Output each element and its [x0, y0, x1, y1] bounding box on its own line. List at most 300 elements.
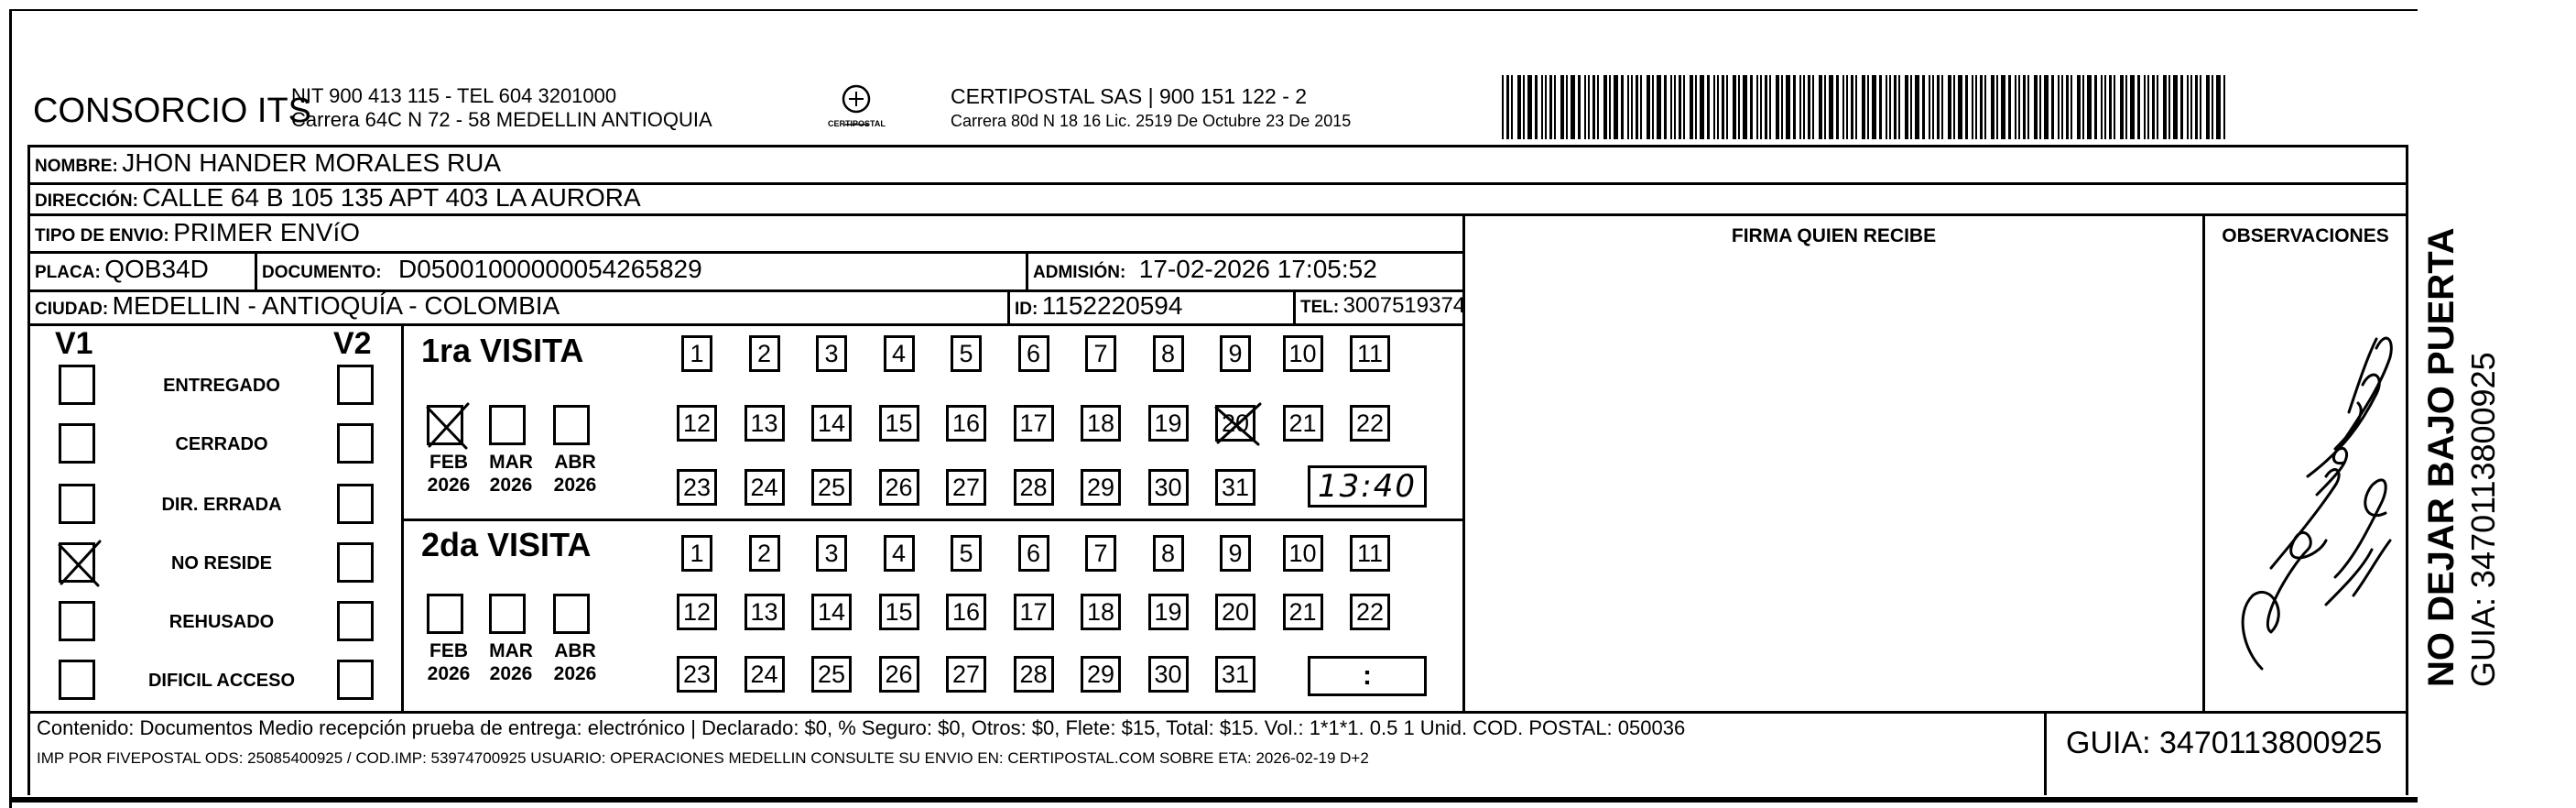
status-label: CERRADO [175, 434, 268, 454]
name-field [35, 148, 501, 178]
first-visit-day-box[interactable]: 10 [1283, 335, 1323, 372]
v1-checkbox[interactable] [59, 484, 95, 524]
first-visit-day-box[interactable]: 25 [811, 469, 852, 506]
barcode-bar [1948, 75, 1951, 139]
barcode-bar [1855, 75, 1857, 139]
plate-value: QOB34D [104, 255, 209, 283]
carrier-line-1: CERTIPOSTAL SAS | 900 151 122 - 2 [951, 84, 1308, 108]
barcode-bar [2206, 75, 2210, 139]
barcode-bar [1905, 75, 1908, 139]
second-visit-day-box[interactable]: 31 [1215, 656, 1255, 693]
barcode-bar [1588, 75, 1590, 139]
v1-header: V1 [55, 326, 93, 361]
barcode-bar [1824, 75, 1826, 139]
second-visit-day-box[interactable]: 23 [677, 656, 717, 693]
barcode-bar [2018, 75, 2020, 139]
month-label [548, 451, 603, 497]
admission-field [1033, 255, 1377, 284]
month-name: FEB [429, 640, 468, 661]
grid-plate-right [255, 251, 257, 289]
first-visit-day-box[interactable]: 30 [1148, 469, 1189, 506]
type-value: PRIMER ENVíO [173, 218, 361, 246]
status-label: NO RESIDE [170, 553, 273, 573]
tel-field [1300, 293, 1465, 319]
v1-checkbox[interactable] [59, 542, 95, 583]
barcode-bar [2008, 75, 2011, 139]
first-visit-day-box[interactable]: 18 [1081, 405, 1121, 442]
barcode-bar [1799, 75, 1801, 139]
month-name: ABR [554, 640, 596, 661]
footer-guide: GUIA: 3470113800925 [2066, 726, 2383, 760]
barcode-bar [1972, 75, 1973, 139]
grid-tel-left [1293, 289, 1296, 323]
barcode-bar [1578, 75, 1581, 139]
barcode-bar [2039, 75, 2041, 139]
second-visit-month-checkbox[interactable] [427, 594, 463, 634]
second-visit-day-box[interactable]: 30 [1148, 656, 1189, 693]
barcode-bar [1781, 75, 1783, 139]
barcode-bar [1984, 75, 1986, 139]
grid-row-3 [27, 251, 1465, 254]
barcode-bar [1991, 75, 1994, 139]
second-visit-day-box[interactable]: 19 [1148, 594, 1189, 630]
second-visit-day-box[interactable]: 13 [745, 594, 785, 630]
barcode-bar [1664, 75, 1667, 139]
grid-guide-left [2044, 711, 2047, 795]
barcode-bar [2082, 75, 2084, 139]
id-value: 1152220594 [1041, 291, 1183, 320]
side-guide: GUIA: 3470113800925 [2464, 352, 2502, 687]
logo-text: CERTIPOSTAL [828, 119, 886, 128]
barcode-bar [1867, 75, 1869, 139]
address-value: CALLE 64 B 105 135 APT 403 LA AURORA [142, 183, 641, 212]
month-label [421, 639, 476, 685]
first-visit-day-box[interactable]: 8 [1153, 335, 1184, 372]
second-visit-day-box[interactable]: 17 [1014, 594, 1054, 630]
second-visit-title: 2da VISITA [421, 526, 592, 563]
barcode-bar [2058, 75, 2060, 139]
month-year: 2026 [553, 663, 597, 684]
footer-content: Contenido: Documentos Medio recepción prueba de entrega: electrónico | Declarado: $0, % Seguro: $0, Otros: $0, Flete: $15, Total: $15. Vol.: 1*1*1. 0.5 1 Unid. COD. POSTAL: 050036 [37, 716, 1686, 739]
barcode-bar [1846, 75, 1848, 139]
second-visit-day-box[interactable]: 18 [1081, 594, 1121, 630]
id-label: ID: [1015, 300, 1038, 319]
barcode-bar [2087, 75, 2092, 139]
id-field [1015, 291, 1182, 321]
barcode-bar [1627, 75, 1629, 139]
barcode-bar [1786, 75, 1790, 139]
first-visit-day-box[interactable]: 29 [1081, 469, 1121, 506]
v2-checkbox[interactable] [337, 484, 374, 524]
name-value: JHON HANDER MORALES RUA [122, 148, 502, 177]
admission-label: ADMISIÓN: [1033, 263, 1126, 282]
barcode-bar [1690, 75, 1693, 139]
barcode-bar [1722, 75, 1724, 139]
barcode-bar [1879, 75, 1882, 139]
month-label [484, 451, 538, 497]
barcode-bar [1929, 75, 1930, 139]
barcode-bar [1975, 75, 1977, 139]
grid-row-2 [27, 213, 2408, 216]
barcode-bar [1829, 75, 1833, 139]
first-visit-day-box[interactable]: 31 [1215, 469, 1255, 506]
second-visit-day-box[interactable]: 1 [681, 535, 712, 572]
barcode-bar [1571, 75, 1575, 139]
first-visit-day-box[interactable]: 11 [1350, 335, 1390, 372]
barcode-bar [1872, 75, 1876, 139]
second-visit-day-box[interactable]: 7 [1085, 535, 1116, 572]
barcode-bar [2104, 75, 2106, 139]
month-year: 2026 [489, 475, 533, 496]
barcode-bar [2152, 75, 2155, 139]
document-field [262, 255, 702, 284]
first-visit-day-box[interactable]: 14 [811, 405, 852, 442]
first-visit-day-box[interactable]: 21 [1283, 405, 1323, 442]
type-label: TIPO DE ENVIO: [35, 226, 169, 246]
observations-header: OBSERVACIONES [2222, 225, 2389, 246]
barcode-bar [2190, 75, 2192, 139]
address-field [35, 183, 641, 213]
second-visit-day-box[interactable]: 15 [879, 594, 919, 630]
barcode-bar [2101, 75, 2103, 139]
barcode-bar [1760, 75, 1762, 139]
second-visit-day-box[interactable]: 25 [811, 656, 852, 693]
first-visit-title: 1ra VISITA [421, 332, 584, 369]
barcode-bar [2200, 75, 2201, 139]
barcode-bar [1621, 75, 1624, 139]
second-visit-day-box[interactable]: 26 [879, 656, 919, 693]
first-visit-day-box[interactable]: 19 [1148, 405, 1189, 442]
first-visit-day-box[interactable]: 7 [1085, 335, 1116, 372]
name-label: NOMBRE: [35, 157, 118, 176]
company-line-2: Carrera 64C N 72 - 58 MEDELLIN ANTIOQUIA [291, 108, 712, 131]
barcode-bar [2071, 75, 2072, 139]
month-year: 2026 [489, 663, 533, 684]
check-mark-icon [56, 538, 103, 589]
barcode-bar [2216, 75, 2221, 139]
barcode-bar [2034, 75, 2038, 139]
barcode-bar [2137, 75, 2140, 139]
barcode-bar [2163, 75, 2167, 139]
status-label: DIFICIL ACCESO [147, 671, 295, 691]
v1-checkbox[interactable] [59, 365, 95, 405]
second-visit-day-box[interactable]: 11 [1350, 535, 1390, 572]
first-visit-day-box[interactable]: 20 [1215, 405, 1255, 442]
barcode-bar [2023, 75, 2026, 139]
second-visit-day-box[interactable]: 9 [1220, 535, 1251, 572]
barcode-bar [1953, 75, 1955, 139]
second-visit-day-box[interactable]: 22 [1350, 594, 1390, 630]
grid-visits-left [401, 323, 404, 713]
barcode-bar [1932, 75, 1934, 139]
first-visit-month-checkbox[interactable] [553, 405, 590, 445]
second-visit-day-box[interactable]: 10 [1283, 535, 1323, 572]
barcode-bar [1937, 75, 1940, 139]
first-visit-day-box[interactable]: 16 [946, 405, 986, 442]
side-warning: NO DEJAR BAJO PUERTA [2421, 227, 2462, 687]
barcode-bar [2125, 75, 2127, 139]
status-label: REHUSADO [168, 612, 275, 632]
v1-checkbox[interactable] [59, 660, 95, 700]
barcode-bar [1726, 75, 1728, 139]
barcode-bar [2157, 75, 2158, 139]
barcode-bar [1545, 75, 1547, 139]
city-field [35, 291, 560, 321]
grid-admission-left [1026, 251, 1028, 289]
month-label [484, 639, 538, 685]
v2-checkbox[interactable] [337, 660, 374, 700]
barcode-bar [1819, 75, 1822, 139]
barcode-bar [1603, 75, 1607, 139]
check-mark-icon [1212, 400, 1264, 448]
second-visit-day-box[interactable]: 4 [884, 535, 915, 572]
barcode-bar [1713, 75, 1715, 139]
barcode-bar [2077, 75, 2081, 139]
barcode-bar [1750, 75, 1753, 139]
second-visit-day-box[interactable]: 2 [749, 535, 780, 572]
first-visit-day-box[interactable]: 22 [1350, 405, 1390, 442]
month-name: FEB [429, 452, 468, 473]
barcode-bar [1652, 75, 1654, 139]
first-visit-time: 13:40 [1318, 468, 1417, 505]
barcode-bar [1636, 75, 1638, 139]
barcode-bar [1958, 75, 1962, 139]
barcode-bar [1765, 75, 1767, 139]
company-name: CONSORCIO ITS [33, 92, 312, 130]
first-visit-day-box[interactable]: 6 [1018, 335, 1049, 372]
barcode-bar [1640, 75, 1642, 139]
left-border [9, 9, 12, 808]
second-visit-day-box[interactable]: 14 [811, 594, 852, 630]
barcode-bar [1898, 75, 1900, 139]
handwritten-signature [2207, 266, 2404, 696]
document-value: D05001000000054265829 [398, 255, 702, 283]
grid-row-6 [401, 519, 1465, 521]
barcode-bar [1793, 75, 1796, 139]
type-field [35, 218, 360, 247]
first-visit-day-box[interactable]: 3 [816, 335, 847, 372]
city-label: CIUDAD: [35, 300, 109, 319]
barcode-bar [1996, 75, 1998, 139]
check-mark-icon [424, 400, 472, 452]
barcode-bar [1922, 75, 1925, 139]
barcode-bar [1776, 75, 1779, 139]
second-visit-day-box[interactable]: 20 [1215, 594, 1255, 630]
first-visit-month-checkbox[interactable] [489, 405, 526, 445]
barcode-bar [1631, 75, 1633, 139]
barcode-bar [2130, 75, 2135, 139]
second-visit-day-box[interactable]: 28 [1014, 656, 1054, 693]
barcode-bar [2144, 75, 2146, 139]
second-visit-month-checkbox[interactable] [489, 594, 526, 634]
barcode-bar [2109, 75, 2112, 139]
first-visit-month-checkbox[interactable] [427, 405, 463, 445]
barcode-bar [1915, 75, 1919, 139]
first-visit-day-box[interactable]: 26 [879, 469, 919, 506]
barcode-bar [1836, 75, 1839, 139]
first-visit-day-box[interactable]: 28 [1014, 469, 1054, 506]
barcode-bar [1597, 75, 1599, 139]
grid-row-footer [27, 711, 2408, 714]
barcode-bar [1679, 75, 1681, 139]
grid-row-5 [27, 323, 1465, 326]
barcode-bar [2120, 75, 2124, 139]
barcode-bar [2180, 75, 2183, 139]
barcode-bar [1894, 75, 1897, 139]
second-visit-month-checkbox[interactable] [553, 594, 590, 634]
second-visit-time: : [1363, 661, 1372, 691]
barcode-bar [2015, 75, 2016, 139]
barcode-bar [1889, 75, 1891, 139]
barcode-bar [1851, 75, 1853, 139]
barcode-bar [1674, 75, 1676, 139]
barcode-bar [2173, 75, 2178, 139]
footer-print-info: IMP POR FIVEPOSTAL ODS: 25085400925 / COD.IMP: 53974700925 USUARIO: OPERACIONES MEDELLIN CONSULTE SU ENVIO EN: CERTIPOSTAL.COM SOBRE ETA: 2026-02-19 D+2 [37, 749, 1369, 767]
v1-checkbox[interactable] [59, 601, 95, 641]
barcode-bar [1549, 75, 1552, 139]
first-visit-day-box[interactable]: 23 [677, 469, 717, 506]
barcode-bar [1910, 75, 1912, 139]
barcode-bar [2094, 75, 2097, 139]
barcode-bar [2061, 75, 2063, 139]
grid-top [27, 145, 2408, 147]
barcode-bar [1695, 75, 1697, 139]
barcode-bar [1683, 75, 1685, 139]
month-year: 2026 [427, 475, 471, 496]
barcode-bar [1511, 75, 1513, 139]
v1-checkbox[interactable] [59, 423, 95, 464]
barcode-bar [1560, 75, 1564, 139]
first-visit-day-box[interactable]: 1 [681, 335, 712, 372]
barcode-bar [1657, 75, 1661, 139]
barcode-bar [1614, 75, 1618, 139]
first-visit-day-box[interactable]: 13 [745, 405, 785, 442]
second-visit-day-box[interactable]: 24 [745, 656, 785, 693]
barcode-bar [1743, 75, 1747, 139]
tel-value: 3007519374 [1342, 293, 1466, 318]
second-visit-day-box[interactable]: 8 [1153, 535, 1184, 572]
barcode-bar [2168, 75, 2170, 139]
first-visit-time-box[interactable] [1308, 465, 1427, 508]
second-visit-time-box[interactable] [1308, 656, 1427, 696]
v2-checkbox[interactable] [337, 601, 374, 641]
grid-signature-left [1462, 213, 1465, 714]
barcode-bar [1541, 75, 1543, 139]
second-visit-day-box[interactable]: 27 [946, 656, 986, 693]
barcode-bar [1647, 75, 1650, 139]
carrier-line-2: Carrera 80d N 18 16 Lic. 2519 De Octubre 23 De 2015 [951, 112, 1352, 130]
grid-right [2406, 145, 2408, 795]
month-name: ABR [554, 452, 596, 473]
first-visit-day-box[interactable]: 12 [677, 405, 717, 442]
barcode-bar [1517, 75, 1521, 139]
barcode [1502, 75, 2225, 139]
month-label [548, 639, 603, 685]
barcode-bar [2051, 75, 2054, 139]
barcode-bar [1506, 75, 1509, 139]
barcode-bar [2114, 75, 2115, 139]
second-visit-day-box[interactable]: 29 [1081, 656, 1121, 693]
barcode-bar [2027, 75, 2029, 139]
second-visit-day-box[interactable]: 16 [946, 594, 986, 630]
month-name: MAR [489, 640, 533, 661]
status-label: ENTREGADO [163, 376, 280, 396]
status-label: DIR. ERRADA [161, 495, 282, 515]
barcode-bar [1700, 75, 1704, 139]
tel-label: TEL: [1300, 298, 1340, 317]
barcode-bar [2187, 75, 2189, 139]
first-visit-day-box[interactable]: 2 [749, 335, 780, 372]
plate-label: PLACA: [35, 263, 101, 282]
plate-field [35, 255, 209, 284]
second-visit-day-box[interactable]: 5 [951, 535, 982, 572]
barcode-bar [2066, 75, 2069, 139]
barcode-bar [2001, 75, 2005, 139]
barcode-bar [1842, 75, 1844, 139]
second-visit-day-box[interactable]: 6 [1018, 535, 1049, 572]
city-value: MEDELLIN - ANTIOQUÍA - COLOMBIA [112, 291, 560, 320]
first-visit-day-box[interactable]: 15 [879, 405, 919, 442]
month-year: 2026 [427, 663, 471, 684]
barcode-bar [2212, 75, 2213, 139]
first-visit-day-box[interactable]: 27 [946, 469, 986, 506]
month-year: 2026 [553, 475, 597, 496]
address-label: DIRECCIÓN: [35, 191, 138, 211]
v2-checkbox[interactable] [337, 423, 374, 464]
barcode-bar [1566, 75, 1568, 139]
barcode-bar [1756, 75, 1758, 139]
barcode-bar [1808, 75, 1810, 139]
first-visit-day-box[interactable]: 17 [1014, 405, 1054, 442]
barcode-bar [2195, 75, 2198, 139]
barcode-bar [1733, 75, 1736, 139]
second-visit-day-box[interactable]: 3 [816, 535, 847, 572]
v2-checkbox[interactable] [337, 542, 374, 583]
barcode-bar [2044, 75, 2049, 139]
bottom-border [9, 797, 2418, 803]
barcode-bar [1738, 75, 1740, 139]
first-visit-day-box[interactable]: 4 [884, 335, 915, 372]
barcode-bar [1609, 75, 1611, 139]
month-label [421, 451, 476, 497]
barcode-bar [1670, 75, 1672, 139]
barcode-bar [1502, 75, 1504, 139]
grid-left [27, 145, 30, 795]
barcode-bar [1527, 75, 1532, 139]
first-visit-day-box[interactable]: 9 [1220, 335, 1251, 372]
barcode-bar [1584, 75, 1586, 139]
barcode-bar [1965, 75, 1968, 139]
barcode-bar [1941, 75, 1943, 139]
company-line-1: NIT 900 413 115 - TEL 604 3201000 [291, 84, 617, 107]
grid-observations-left [2202, 213, 2205, 714]
barcode-bar [1535, 75, 1538, 139]
v2-header: V2 [333, 326, 372, 361]
first-visit-day-box[interactable]: 24 [745, 469, 785, 506]
v2-checkbox[interactable] [337, 365, 374, 405]
month-name: MAR [489, 452, 533, 473]
barcode-bar [1707, 75, 1710, 139]
top-border [9, 9, 2418, 11]
barcode-bar [1862, 75, 1865, 139]
second-visit-day-box[interactable]: 21 [1283, 594, 1323, 630]
document-label: DOCUMENTO: [262, 263, 382, 282]
signature-header: FIRMA QUIEN RECIBE [1731, 225, 1937, 246]
first-visit-day-box[interactable]: 5 [951, 335, 982, 372]
side-text [2419, 174, 2520, 687]
barcode-bar [1886, 75, 1887, 139]
second-visit-day-box[interactable]: 12 [677, 594, 717, 630]
